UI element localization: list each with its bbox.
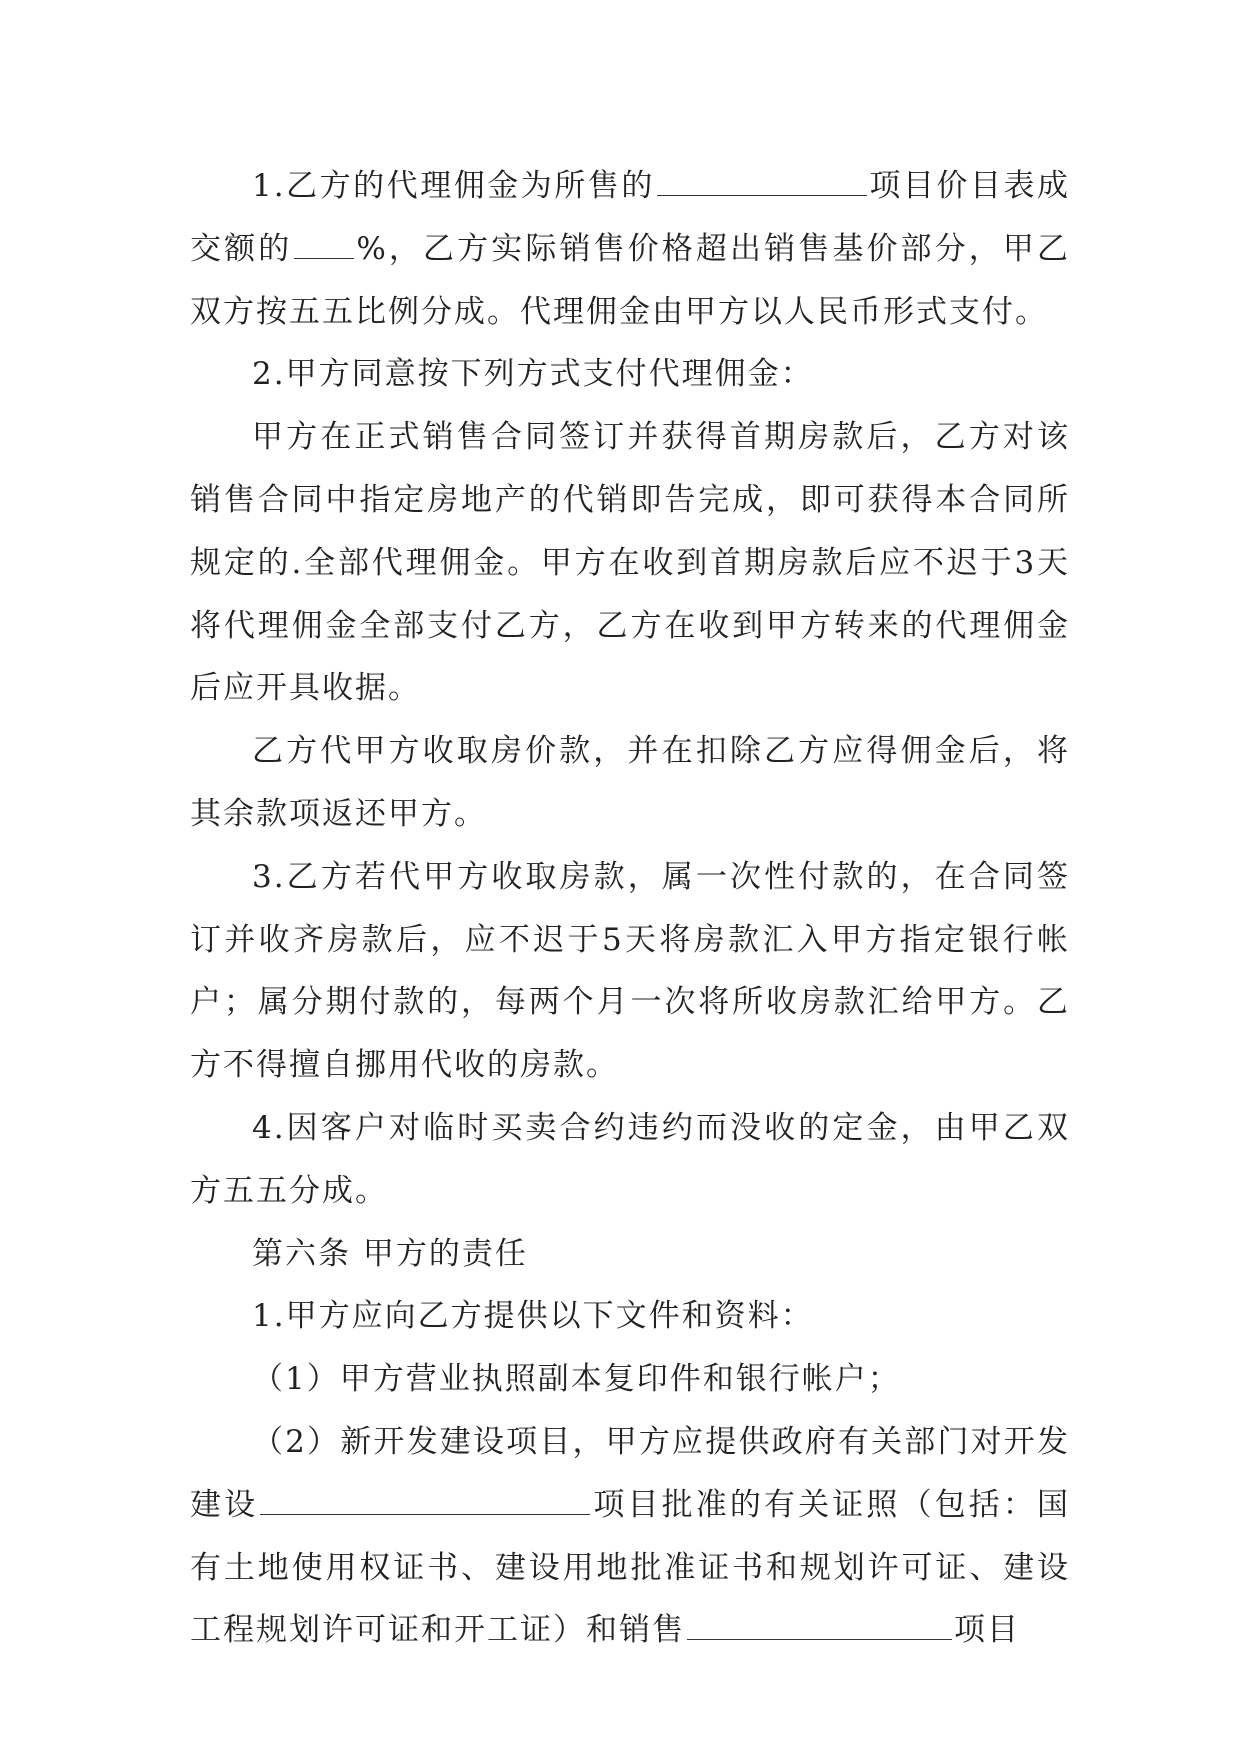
item-2-text-b: 项目批准的有关证照（包括：国有土地使用权证书、建设用地批准证书和规划许可证、建设工程规划许可证和开工证）和销售 — [190, 1486, 1070, 1649]
paragraph-remittance: 3.乙方若代甲方收取房款，属一次性付款的，在合同签订并收齐房款后，应不迟于5天将房款汇入甲方指定银行帐户；属分期付款的，每两个月一次将所收房款汇给甲方。乙方不得擅自挪用代收的房款。 — [190, 858, 1070, 1084]
commission-text-a: 1.乙方的代理佣金为所售的 — [252, 168, 655, 204]
paragraph-deposit: 4.因客户对临时买卖合约违约而没收的定金，由甲乙双方五五分成。 — [190, 1109, 1070, 1209]
blank-build-project — [260, 1483, 590, 1515]
paragraph-commission-rate — [190, 155, 1070, 343]
blank-project-name — [657, 164, 867, 196]
item-2-text-a: （2）新开发建设项目，甲方应提供政府有关部门对开发建设 — [190, 1423, 1070, 1523]
paragraph-item-1: （1）甲方营业执照副本复印件和银行帐户； — [252, 1361, 901, 1398]
paragraph-collection: 乙方代甲方收取房价款，并在扣除乙方应得佣金后，将其余款项返还甲方。 — [190, 733, 1070, 832]
paragraph-payment-method: 2.甲方同意按下列方式支付代理佣金： — [252, 356, 814, 393]
section-heading-article-6: 第六条 甲方的责任 — [252, 1235, 528, 1272]
commission-text-b: 项目价目表成交额的 — [190, 168, 1070, 267]
item-2-text-c: 项目 — [954, 1612, 1020, 1649]
document-body — [190, 155, 1070, 1662]
paragraph-payment-detail: 甲方在正式销售合同签订并获得首期房款后，乙方对该销售合同中指定房地产的代销即告完成，即可获得本合同所规定的.全部代理佣金。甲方在收到首期房款后应不迟于3天将代理佣金全部支付乙方，乙方在收到甲方转来的代理佣金后应开具收据。 — [190, 419, 1070, 707]
paragraph-documents: 1.甲方应向乙方提供以下文件和资料： — [252, 1298, 814, 1335]
paragraph-item-2 — [190, 1411, 1070, 1662]
commission-text-c: %，乙方实际销售价格超出销售基价部分，甲乙双方按五五比例分成。代理佣金由甲方以人民币形式支付。 — [190, 230, 1070, 330]
blank-sell-project — [687, 1608, 952, 1640]
blank-percentage — [294, 227, 354, 259]
